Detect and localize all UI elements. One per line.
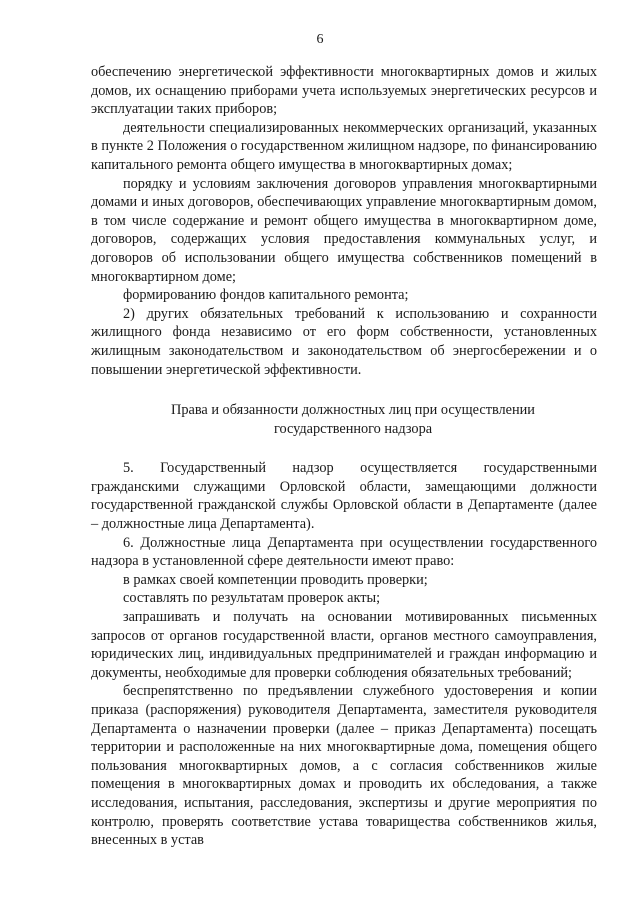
section-heading-line: государственного надзора bbox=[273, 420, 433, 437]
paragraph: 5. Государственный надзор осуществляется государственными гражданскими служащими Орловской области, замещающими должности государственной гражданской службы Орловской области в Департаменте (далее – должностные лица Департамента). bbox=[91, 460, 597, 533]
paragraph: деятельности специализированных некоммерческих организаций, указанных в пункте 2 Положения о государственном жилищном надзоре, по финансированию капитального ремонта общего имущества в многоквартирных домах; bbox=[91, 119, 597, 173]
paragraph: запрашивать и получать на основании мотивированных письменных запросов от органов государственной власти, органов местного самоуправления, юридических лиц, индивидуальных предпринимателей и граждан информацию и документы, необходимые для проверки соблюдения обязательных требований; bbox=[91, 609, 597, 681]
paragraph: порядку и условиям заключения договоров управления многоквартирными домами и иных договоров, обеспечивающих управление многоквартирным домом, в том числе содержание и ремонт общего имущества в многоквартирном доме, договоров, содержащих условия предоставления коммунальных услуг, и договоров об использовании общего имущества собственников помещений в многоквартирном доме; bbox=[91, 175, 597, 285]
paragraph: беспрепятственно по предъявлении служебного удостоверения и копии приказа (распоряжения) руководителя Департамента, заместителя руководителя Департамента о назначении проверки (далее – приказ Департамента) посещать территории и расположенные на них многоквартирные дома, помещения общего пользования многоквартирных домов, а с согласия собственников жилые помещения в многоквартирных домах и проводить их обследования, а также исследования, испытания, расследования, экспертизы и другие мероприятия по контролю, проверять соответствие устава товарищества собственников жилья, внесенных в устав bbox=[91, 683, 597, 849]
page-number: 6 bbox=[316, 32, 324, 47]
paragraph: формированию фондов капитального ремонта; bbox=[123, 287, 409, 304]
paragraph: 2) других обязательных требований к использованию и сохранности жилищного фонда независимо от его форм собственности, установленных жилищным законодательством и законодательством об энергосбережении и о повышении энергетической эффективности. bbox=[91, 305, 597, 378]
paragraph: в рамках своей компетенции проводить проверки; bbox=[123, 571, 428, 588]
section-heading-line: Права и обязанности должностных лиц при осуществлении bbox=[171, 402, 535, 419]
paragraph: 6. Должностные лица Департамента при осуществлении государственного надзора в установленной сфере деятельности имеют право: bbox=[91, 534, 597, 570]
paragraph: составлять по результатам проверок акты; bbox=[123, 590, 381, 607]
document-body bbox=[91, 63, 597, 850]
paragraph: обеспечению энергетической эффективности многоквартирных домов и жилых домов, их оснащению приборами учета используемых энергетических ресурсов и эксплуатации таких приборов; bbox=[91, 64, 597, 118]
section-heading bbox=[91, 401, 597, 438]
